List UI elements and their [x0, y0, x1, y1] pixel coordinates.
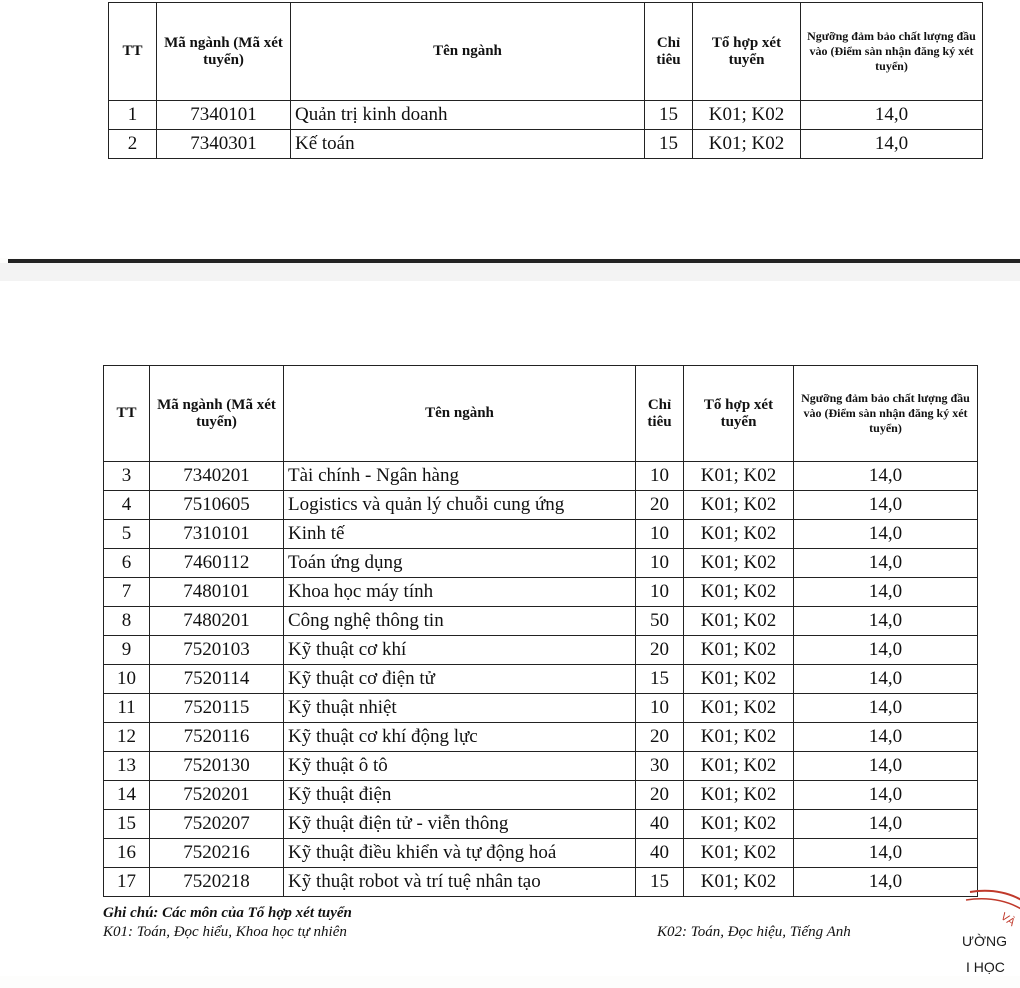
row-quota: 15 [636, 868, 684, 897]
table-row [104, 810, 978, 839]
row-code: 7340201 [150, 462, 284, 491]
row-code: 7520201 [150, 781, 284, 810]
row-combo: K01; K02 [684, 462, 794, 491]
row-threshold: 14,0 [794, 462, 978, 491]
row-quota: 40 [636, 810, 684, 839]
row-name: Khoa học máy tính [284, 578, 636, 607]
header-chi-tieu: Chỉ tiêu [636, 366, 684, 462]
table-row [104, 752, 978, 781]
row-tt: 12 [104, 723, 150, 752]
row-tt: 10 [104, 665, 150, 694]
row-combo: K01; K02 [684, 694, 794, 723]
row-code: 7520216 [150, 839, 284, 868]
table-row [104, 578, 978, 607]
row-combo: K01; K02 [693, 130, 801, 159]
header-chi-tieu: Chỉ tiêu [645, 3, 693, 101]
row-threshold: 14,0 [794, 694, 978, 723]
table-row [104, 723, 978, 752]
row-threshold: 14,0 [794, 665, 978, 694]
row-combo: K01; K02 [684, 752, 794, 781]
header-to-hop: Tổ hợp xét tuyển [684, 366, 794, 462]
row-code: 7520103 [150, 636, 284, 665]
row-threshold: 14,0 [794, 810, 978, 839]
table-header-row [104, 366, 978, 462]
row-quota: 10 [636, 578, 684, 607]
row-code: 7480201 [150, 607, 284, 636]
row-name: Kế toán [291, 130, 645, 159]
table-row [109, 130, 983, 159]
table-bottom-body [104, 462, 978, 897]
row-code: 7310101 [150, 520, 284, 549]
row-code: 7520218 [150, 868, 284, 897]
row-tt: 9 [104, 636, 150, 665]
header-tt: TT [109, 3, 157, 101]
row-name: Kỹ thuật cơ khí [284, 636, 636, 665]
header-ten-nganh: Tên ngành [284, 366, 636, 462]
row-name: Quản trị kinh doanh [291, 101, 645, 130]
page-gap [0, 263, 1020, 281]
row-quota: 15 [636, 665, 684, 694]
table-row [104, 491, 978, 520]
row-combo: K01; K02 [684, 607, 794, 636]
row-code: 7480101 [150, 578, 284, 607]
row-code: 7520130 [150, 752, 284, 781]
row-name: Kỹ thuật cơ điện tử [284, 665, 636, 694]
row-combo: K01; K02 [684, 665, 794, 694]
admission-table-top [108, 2, 983, 159]
row-combo: K01; K02 [684, 781, 794, 810]
stamp-text-top: VÀ [998, 910, 1018, 929]
row-name: Kỹ thuật cơ khí động lực [284, 723, 636, 752]
row-code: 7520116 [150, 723, 284, 752]
row-code: 7520115 [150, 694, 284, 723]
row-combo: K01; K02 [684, 810, 794, 839]
row-code: 7460112 [150, 549, 284, 578]
row-combo: K01; K02 [693, 101, 801, 130]
table-row [104, 462, 978, 491]
row-name: Kỹ thuật điện [284, 781, 636, 810]
table-row [104, 665, 978, 694]
row-quota: 40 [636, 839, 684, 868]
row-combo: K01; K02 [684, 839, 794, 868]
row-tt: 6 [104, 549, 150, 578]
row-quota: 50 [636, 607, 684, 636]
table-row [104, 520, 978, 549]
row-code: 7510605 [150, 491, 284, 520]
notes-title: Ghi chú: Các môn của Tổ hợp xét tuyển [103, 905, 352, 921]
row-quota: 20 [636, 636, 684, 665]
row-quota: 10 [636, 694, 684, 723]
row-combo: K01; K02 [684, 723, 794, 752]
row-tt: 7 [104, 578, 150, 607]
row-name: Kỹ thuật ô tô [284, 752, 636, 781]
row-tt: 14 [104, 781, 150, 810]
row-threshold: 14,0 [794, 781, 978, 810]
row-name: Công nghệ thông tin [284, 607, 636, 636]
stamp-text-middle: ƯỜNG [962, 933, 1007, 949]
row-quota: 15 [645, 130, 693, 159]
stamp-text-bottom: I HỌC [966, 959, 1005, 975]
row-tt: 8 [104, 607, 150, 636]
row-combo: K01; K02 [684, 578, 794, 607]
row-code: 7520207 [150, 810, 284, 839]
row-combo: K01; K02 [684, 520, 794, 549]
row-tt: 5 [104, 520, 150, 549]
header-ma-nganh: Mã ngành (Mã xét tuyển) [150, 366, 284, 462]
row-quota: 10 [636, 462, 684, 491]
red-seal-stamp [948, 888, 1020, 988]
row-threshold: 14,0 [801, 101, 983, 130]
row-quota: 20 [636, 781, 684, 810]
header-nguong: Ngưỡng đảm bảo chất lượng đầu vào (Điểm sàn nhận đăng ký xét tuyển) [794, 366, 978, 462]
header-ten-nganh: Tên ngành [291, 3, 645, 101]
row-code: 7340301 [157, 130, 291, 159]
table-top-body [109, 101, 983, 159]
row-tt: 16 [104, 839, 150, 868]
row-code: 7340101 [157, 101, 291, 130]
row-name: Toán ứng dụng [284, 549, 636, 578]
row-threshold: 14,0 [794, 607, 978, 636]
row-tt: 17 [104, 868, 150, 897]
row-tt: 11 [104, 694, 150, 723]
row-name: Tài chính - Ngân hàng [284, 462, 636, 491]
table-row [104, 839, 978, 868]
header-ma-nganh: Mã ngành (Mã xét tuyển) [157, 3, 291, 101]
row-tt: 2 [109, 130, 157, 159]
table-row [104, 549, 978, 578]
row-combo: K01; K02 [684, 491, 794, 520]
table-row [104, 607, 978, 636]
row-name: Kỹ thuật robot và trí tuệ nhân tạo [284, 868, 636, 897]
row-quota: 20 [636, 723, 684, 752]
row-quota: 10 [636, 549, 684, 578]
row-tt: 4 [104, 491, 150, 520]
table-row [104, 781, 978, 810]
row-quota: 20 [636, 491, 684, 520]
row-threshold: 14,0 [794, 520, 978, 549]
notes-block [103, 904, 352, 942]
document-page-top [0, 0, 1020, 258]
row-quota: 10 [636, 520, 684, 549]
table-row [104, 868, 978, 897]
header-to-hop: Tổ hợp xét tuyển [693, 3, 801, 101]
row-tt: 13 [104, 752, 150, 781]
row-combo: K01; K02 [684, 868, 794, 897]
row-tt: 1 [109, 101, 157, 130]
row-quota: 15 [645, 101, 693, 130]
row-quota: 30 [636, 752, 684, 781]
row-tt: 3 [104, 462, 150, 491]
row-code: 7520114 [150, 665, 284, 694]
notes-k01: K01: Toán, Đọc hiểu, Khoa học tự nhiên [103, 924, 347, 940]
row-combo: K01; K02 [684, 549, 794, 578]
row-name: Kỹ thuật nhiệt [284, 694, 636, 723]
row-threshold: 14,0 [794, 723, 978, 752]
row-tt: 15 [104, 810, 150, 839]
header-nguong: Ngưỡng đảm bảo chất lượng đầu vào (Điểm sàn nhận đăng ký xét tuyển) [801, 3, 983, 101]
row-threshold: 14,0 [794, 491, 978, 520]
row-combo: K01; K02 [684, 636, 794, 665]
row-name: Kinh tế [284, 520, 636, 549]
row-threshold: 14,0 [794, 549, 978, 578]
table-row [104, 694, 978, 723]
row-threshold: 14,0 [794, 839, 978, 868]
row-name: Kỹ thuật điều khiển và tự động hoá [284, 839, 636, 868]
row-threshold: 14,0 [794, 868, 978, 897]
table-row [109, 101, 983, 130]
table-header-row [109, 3, 983, 101]
row-threshold: 14,0 [801, 130, 983, 159]
admission-table-bottom [103, 365, 978, 897]
header-tt: TT [104, 366, 150, 462]
row-threshold: 14,0 [794, 578, 978, 607]
notes-k02: K02: Toán, Đọc hiệu, Tiếng Anh [657, 924, 851, 940]
row-name: Logistics và quản lý chuỗi cung ứng [284, 491, 636, 520]
row-threshold: 14,0 [794, 636, 978, 665]
table-row [104, 636, 978, 665]
row-threshold: 14,0 [794, 752, 978, 781]
row-name: Kỹ thuật điện tử - viễn thông [284, 810, 636, 839]
